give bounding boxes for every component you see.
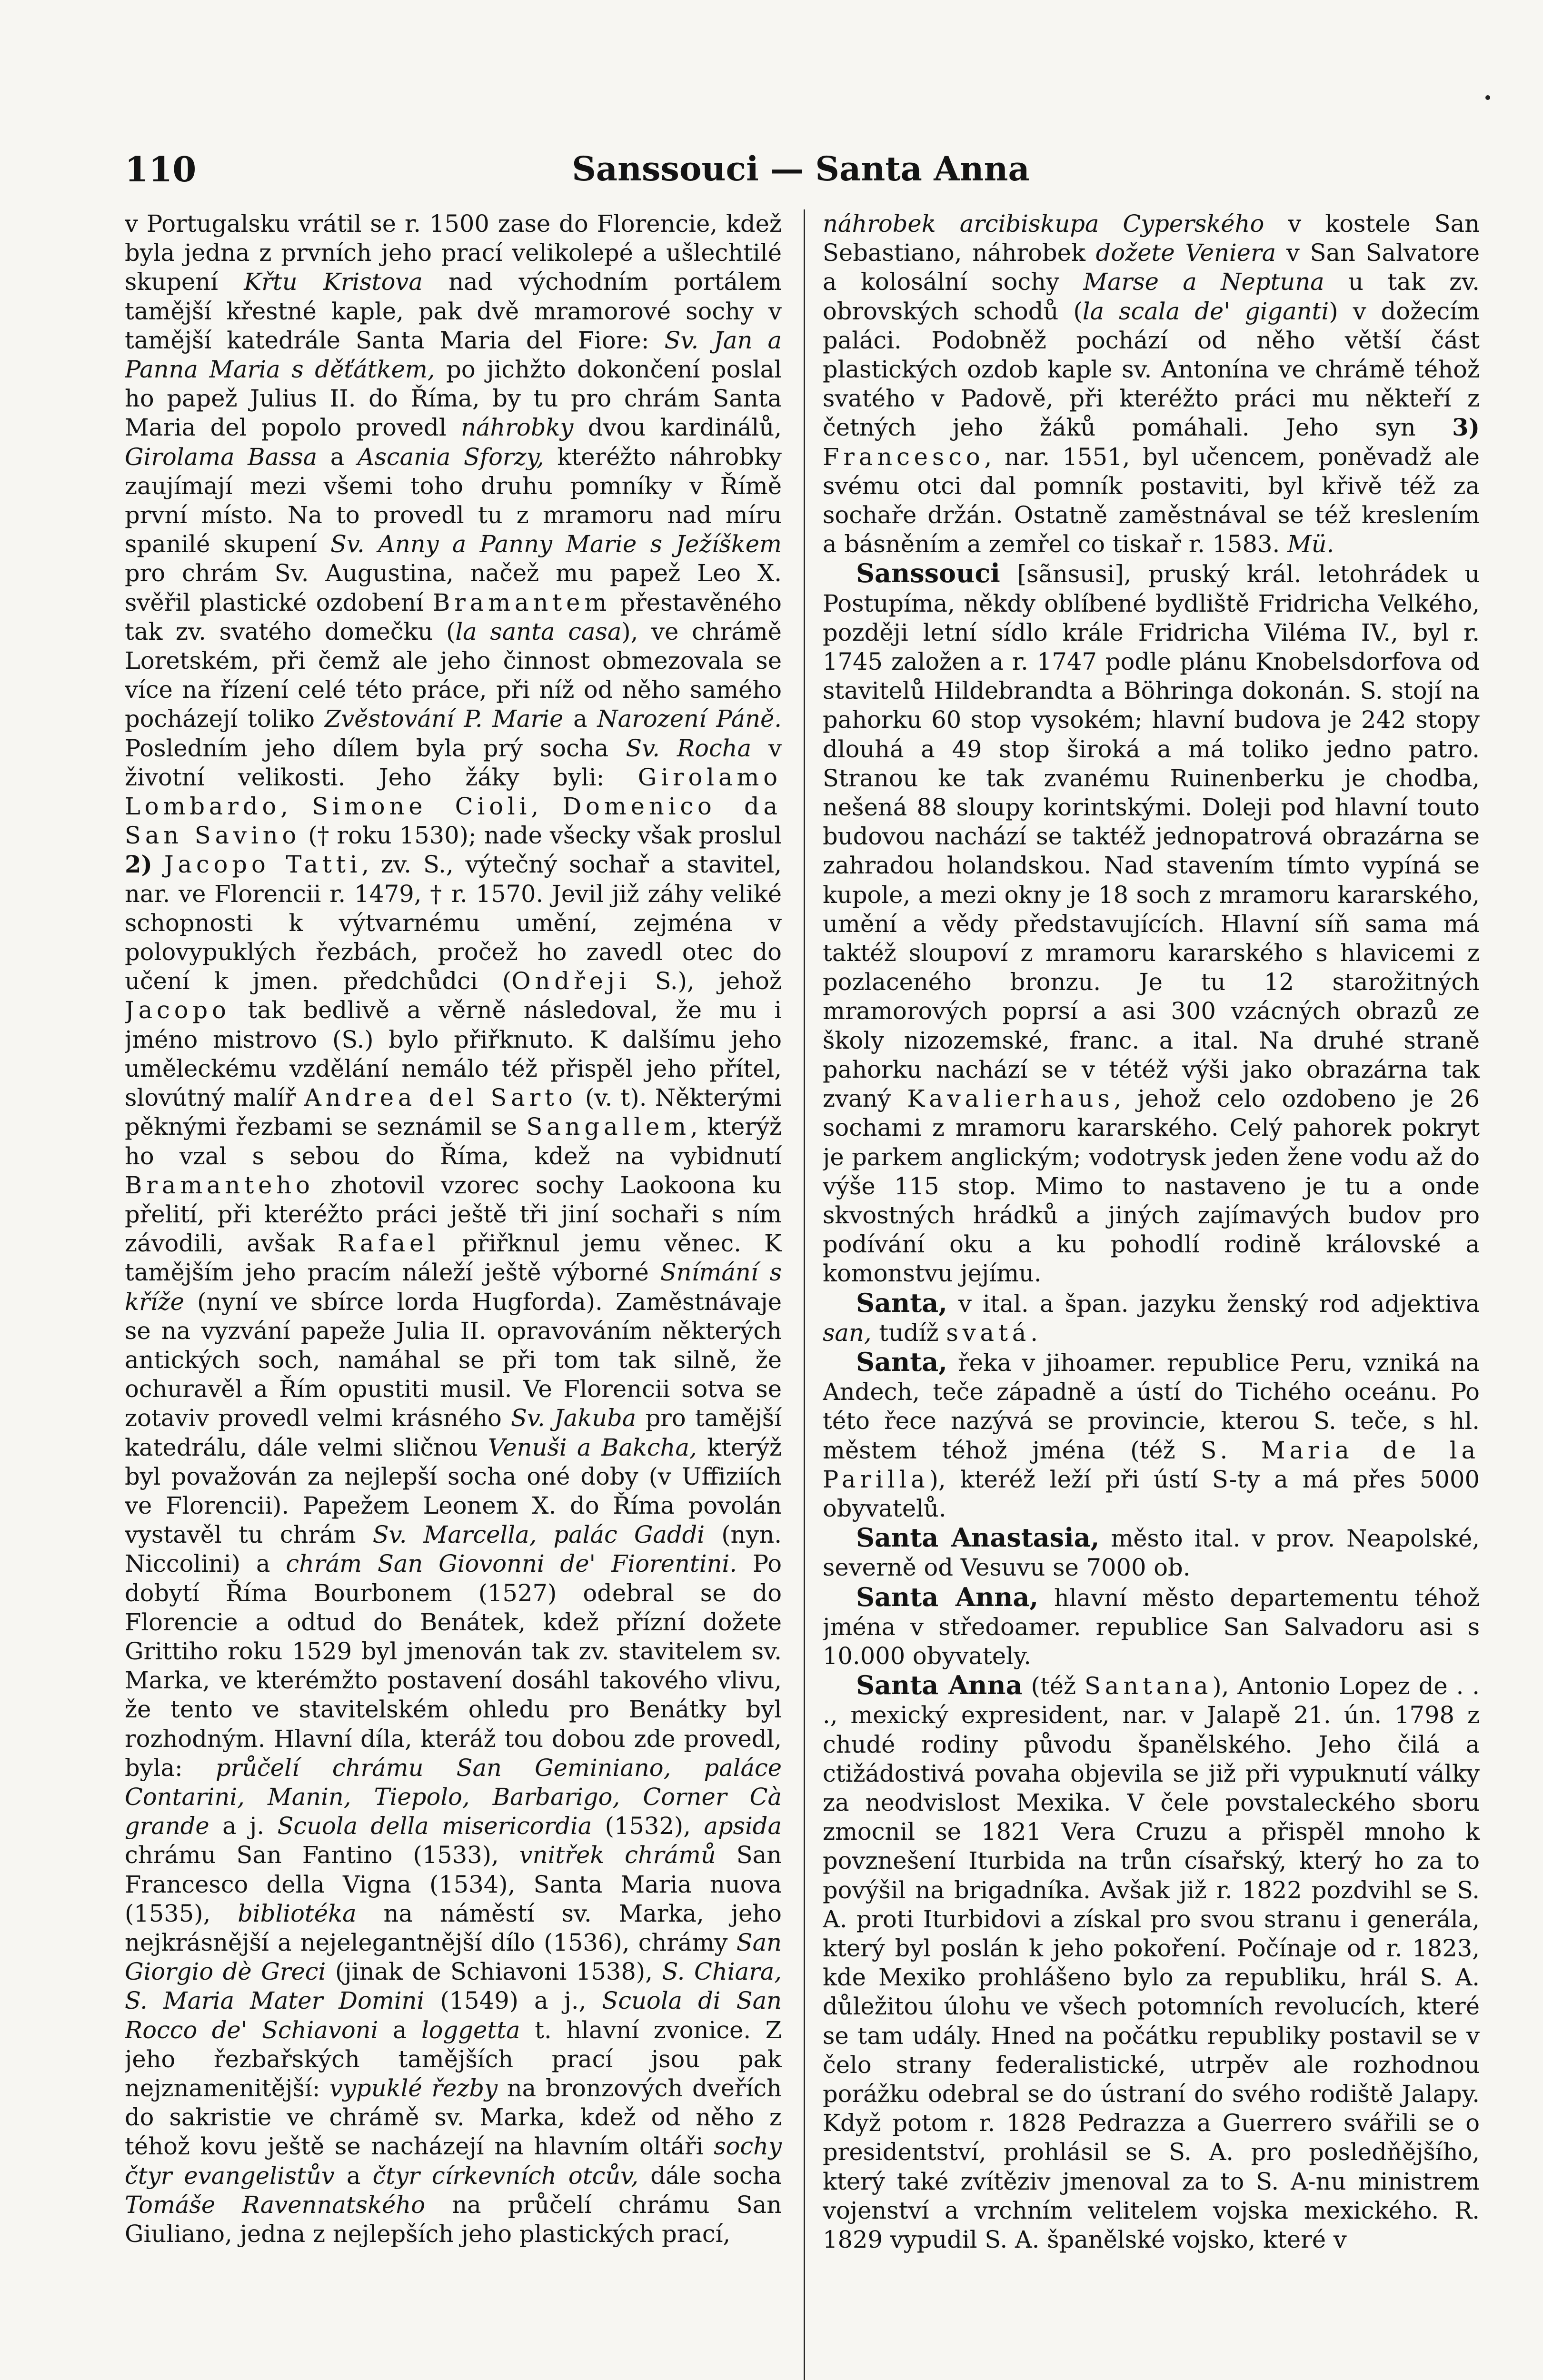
text-run: Narození Páně. bbox=[597, 705, 782, 733]
text-run: ), ve chrámě Loretském, při čemž ale jeho činnost obmezovala se více na řízení celé této práce, při níž od něho samého pocházejí toliko bbox=[125, 617, 782, 733]
text-run: Sv. Marcella, palác Gaddi bbox=[372, 1521, 705, 1549]
text-run: Sv. Jakuba bbox=[510, 1404, 637, 1432]
text-run: , kterýž ho vzal s sebou do Říma, kdež na vybidnutí bbox=[125, 1113, 782, 1170]
text-run: ) v dožecím paláci. Podobněž pochází od něho větší část plastických ozdob kaple sv. Antonína ve chrámě téhož svatého v Padově, při kteréžto práci mu někteří z četných jeho žáků pomáhali. Jeho syn bbox=[823, 297, 1480, 442]
text-run: Domenico da San Savino bbox=[125, 793, 782, 850]
text-run: svatá bbox=[946, 1319, 1031, 1347]
text-run: čtyr církevních otcův, bbox=[372, 2162, 639, 2190]
text-run: Sangallem bbox=[526, 1113, 691, 1141]
text-run: Tomáše Ravennatského bbox=[125, 2191, 426, 2219]
text-run: Scuola della misericordia bbox=[277, 1812, 592, 1840]
paragraph bbox=[823, 1671, 1480, 2254]
text-run: S. Chiara, S. Maria Mater Domini bbox=[125, 1958, 782, 2015]
text-run: († roku 1530); nade všecky však proslul bbox=[300, 822, 782, 850]
text-run: město ital. v prov. Neapolské, severně od Vesuvu se 7000 ob. bbox=[823, 1525, 1480, 1582]
scan-speck bbox=[1485, 95, 1490, 100]
text-run: dožete Veniera bbox=[1095, 239, 1276, 267]
text-run: sochy čtyr evangelistův bbox=[125, 2132, 782, 2190]
text-run: na průčelí chrámu San Giuliano, jedna z nejlepších jeho plastických prací, bbox=[125, 2191, 782, 2248]
text-run: v ital. a špan. jazyku ženský rod adjektiva bbox=[947, 1289, 1480, 1318]
text-run: (nyn. Niccolini) a bbox=[125, 1521, 782, 1578]
text-run: Andrea del Sarto bbox=[304, 1084, 577, 1112]
text-run: Scuola di San Rocco de' Schiavoni bbox=[125, 1987, 782, 2044]
text-run: . bbox=[1030, 1319, 1038, 1347]
text-run: loggetta bbox=[421, 2016, 520, 2044]
text-run: Simone Cioli bbox=[312, 793, 531, 821]
text-run: Jacopo Tatti bbox=[164, 851, 362, 879]
text-run: Křtu Kristova bbox=[244, 268, 423, 296]
text-run: S. Maria de la Parilla bbox=[823, 1436, 1480, 1493]
paragraph bbox=[125, 209, 782, 2249]
text-run: přiřknul jemu věnec. K tamějším jeho pracím náleží ještě výborné bbox=[125, 1230, 782, 1287]
text-run: vnitřek chrámů bbox=[519, 1841, 716, 1869]
text-run: 2) bbox=[125, 851, 152, 879]
text-run: la scala de' giganti bbox=[1082, 297, 1329, 325]
text-run: , zv. S., výtečný sochař a stavitel, nar. ve Florencii r. 1479, † r. 1570. Jevil již záhy veliké schopnosti k výtvarnému umění, zejména v polovypuklých řezbách, pročež ho zavedl otec do učení k jmen. předchůdci ( bbox=[125, 851, 782, 995]
text-run: Ondřeji bbox=[511, 967, 631, 995]
text-run: náhrobek arcibiskupa Cyperského bbox=[823, 210, 1264, 238]
text-run: u tak zv. obrovských schodů ( bbox=[823, 268, 1480, 325]
text-run: na náměstí sv. Marka, jeho nejkrásnější a nejelegantnější dílo (1536), chrámy bbox=[125, 1899, 782, 1956]
text-run: Snímání s kříže bbox=[125, 1259, 782, 1316]
text-run: a j. bbox=[209, 1812, 278, 1840]
text-run: apsida bbox=[704, 1812, 782, 1840]
text-run: Marse a Neptuna bbox=[1083, 268, 1324, 296]
text-run: Ascania Sforzy, bbox=[357, 443, 544, 471]
text-run: (1532), bbox=[592, 1812, 704, 1840]
text-run: a bbox=[334, 2162, 373, 2190]
text-run: Po dobytí Říma Bourbonem (1527) odebral se do Florencie a odtud do Benátek, kdež přízní dožete Grittiho roku 1529 byl jmenován tak zv. stavitelem sv. Marka, ve kterémžto postavení dosáhl takového vlivu, že tento ve stavitelském ohledu pro Benátky byl rozhodným. Hlavní díla, kteráž tou dobou zde provedl, byla: bbox=[125, 1550, 782, 1782]
paragraph bbox=[823, 1289, 1480, 1348]
text-run: Bramantem bbox=[432, 588, 611, 616]
entry-headword: Santa, bbox=[856, 1346, 947, 1377]
text-run: Sv. Jan a Panna Maria s děťátkem, bbox=[125, 326, 782, 384]
text-run: pro tamější katedrálu, dále velmi sličnou bbox=[125, 1404, 782, 1461]
text-run bbox=[152, 851, 164, 878]
text-run: přestavěného tak zv. svatého domečku ( bbox=[125, 588, 782, 645]
text-run: v San Salvatore a kolosální sochy bbox=[823, 239, 1480, 296]
text-run: pro chrám Sv. Augustina, načež mu papež Leo X. svěřil plastické ozdobení bbox=[125, 559, 782, 616]
text-run: (v. t). Některými pěknými řezbami se seznámil se bbox=[125, 1084, 782, 1141]
text-run: san, bbox=[823, 1319, 872, 1347]
entry-headword: Santa Anna, bbox=[856, 1581, 1039, 1612]
text-run: kterýž byl považován za nejlepší socha oné doby (v Uffiziích ve Florencii). Papežem Leonem X. do Říma povolán vystavěl tu chrám bbox=[125, 1433, 782, 1549]
paragraph bbox=[823, 1523, 1480, 1582]
text-run: vypuklé řezby bbox=[329, 2074, 498, 2102]
text-run: Jacopo bbox=[125, 996, 230, 1024]
text-run: na bronzových dveřích do sakristie ve chrámě sv. Marka, kdež od něho z téhož kovu ještě se nacházejí na hlavním oltáři bbox=[125, 2074, 782, 2161]
text-run: v životní velikosti. Jeho žáky byli: bbox=[125, 734, 782, 791]
text-run: Bramanteho bbox=[125, 1171, 314, 1199]
text-run: a bbox=[563, 705, 597, 733]
text-run: dvou kardinálů, bbox=[573, 414, 782, 442]
text-run: [sãnsusi], pruský král. letohrádek u Postupíma, někdy oblíbené bydliště Fridricha Velkého, později letní sídlo krále Fridricha Viléma IV., byl r. 1745 založen a r. 1747 podle plánu Knobelsdorfova od stavitelů Hildebrandta a Böhringa dokonán. S. stojí na pahorku 60 stop vysokém; hlavní budova je 242 stopy dlouhá a 49 stop široká a má toliko jedno patro. Stranou ke tak zvanému Ruinenberku je chodba, nešená 88 sloupy korintskými. Doleji pod hlavní touto budovou nachází se taktéž jednopatrová obrazárna se zahradou holandskou. Nad stavením tímto vypíná se kupole, a mezi okny je 18 soch z mramoru kararského, umění a vědy představujících. Hlavní síň sama má taktéž sloupoví z mramoru kararského s hlavicemi z pozlaceného bronzu. Je tu 12 starožitných mramorových poprsí a asi 300 vzácných obrazů ze školy nizozemské, franc. a ital. Na druhé straně pahorku nachází se v tétéž výši jako obrazárna tak zvaný bbox=[823, 560, 1480, 1113]
text-run: v kostele San Sebastiano, náhrobek bbox=[823, 210, 1480, 267]
left-column bbox=[125, 209, 782, 2380]
text-run: tak bedlivě a věrně následoval, že mu i jméno mistrovo (S.) bylo přiřknuto. K dalšímu jeho uměleckému vzdělání nemálo též přispěl jeho přítel, slovútný malíř bbox=[125, 996, 782, 1112]
text-run: zhotovil vzorec sochy Laokoona ku přelití, při kteréžto práci ještě tři jiní sochaři s ním závodili, avšak bbox=[125, 1171, 782, 1258]
text-run: San Francesco della Vigna (1534), Santa Maria nuova (1535), bbox=[125, 1841, 782, 1927]
entry-headword: Santa Anna bbox=[856, 1670, 1023, 1701]
text-run: Mü. bbox=[1287, 530, 1334, 558]
text-run: dále socha bbox=[638, 2162, 782, 2190]
text-run: Posledním jeho dílem byla prý socha bbox=[125, 734, 626, 762]
text-run: (1549) a j., bbox=[424, 1987, 602, 2015]
paragraph bbox=[823, 209, 1480, 559]
paragraph bbox=[823, 1583, 1480, 1671]
page-number: 110 bbox=[125, 149, 197, 189]
column-divider bbox=[804, 209, 805, 2380]
text-run: Girolamo Lombardo bbox=[125, 763, 782, 821]
text-run: , bbox=[280, 793, 312, 821]
right-column bbox=[823, 209, 1480, 2380]
text-run: Girolama Bassa bbox=[125, 443, 318, 471]
text-run: , jehož celo ozdobeno je 26 sochami z mramoru kararského. Celý pahorek pokryt je parkem anglickým; vodotrysk jeden žene vodu až do výše 115 stop. Mimo to nastaveno je tu a onde skvostných hrádků a jiných zajímavých budov pro podívání oku a ku pohodlí rodině královské a komonstvu jejímu. bbox=[823, 1085, 1480, 1288]
text-run: chrámu San Fantino (1533), bbox=[125, 1841, 519, 1869]
text-run: , nar. 1551, byl učencem, poněvadž ale svému otci dal pomník postaviti, byl křivě též za sochaře držán. Ostatně zaměstnával se též kreslením a básněním a zemřel co tiskař r. 1583. bbox=[823, 443, 1480, 558]
entry-headword: Santa Anastasia, bbox=[856, 1522, 1100, 1553]
text-run: v Portugalsku vrátil se r. 1500 zase do Florencie, kdež byla jedna z prvních jeho prací velikolepé a ušlechtilé skupení bbox=[125, 210, 782, 296]
text-run: a bbox=[317, 443, 358, 471]
text-run: náhrobky bbox=[461, 414, 574, 442]
text-run: la santa casa bbox=[455, 617, 622, 645]
page-header bbox=[125, 140, 1477, 193]
running-title: Sanssouci — Santa Anna bbox=[572, 149, 1030, 188]
text-run: ), Antonio Lopez de . . ., mexický expresident, nar. v Jalapě 21. ún. 1798 z chudé rodiny původu španělského. Jeho čilá a ctižádostivá povaha objevila se již při vypuknutí války za neodvislost Mexika. V čele povstaleckého sboru zmocnil se 1821 Vera Cruzu a přispěl mnoho k povznešení Iturbida na trůn císařský, který ho za to povýšil na brigadníka. Avšak již r. 1822 pozdvihl se S. A. proti Iturbidovi a získal pro svou stranu i generála, který byl poslán k jeho pokoření. Počínaje od r. 1823, kde Mexiko prohlášeno bylo za republiku, hrál S. A. důležitou úlohu ve všech potomních revolucích, které se tam udály. Hned na počátku republiky postavil se v čelo strany federalistické, utrpěv ale rozhodnou porážku odebral se do ústraní do svého rodiště Jalapy. Když potom r. 1828 Pedrazza a Guerrero svářili se o presidentství, prohlásil se S. A. pro posledňějšího, který také zvítěziv jmenoval za to S. A-nu ministrem vojenství a vrchním velitelem vojska mexického. R. 1829 vypudil S. A. španělské vojsko, které v bbox=[823, 1672, 1480, 2254]
paragraph bbox=[823, 559, 1480, 1288]
entry-headword: Sanssouci bbox=[856, 558, 1000, 589]
text-run: , bbox=[531, 793, 563, 821]
entry-headword: Santa, bbox=[856, 1287, 947, 1318]
text-run: 3) bbox=[1452, 414, 1480, 442]
text-run: chrám San Giovonni de' Fiorentini. bbox=[286, 1550, 737, 1578]
text-run: Francesco bbox=[823, 443, 985, 471]
text-run: Venuši a Bakcha, bbox=[488, 1433, 697, 1461]
text-run: Sv. Rocha bbox=[626, 734, 752, 762]
text-run: bibliotéka bbox=[238, 1899, 357, 1927]
text-run: Kavalierhaus bbox=[907, 1085, 1114, 1113]
text-run: kteréžto náhrobky zaujímají mezi všemi toho druhu pomníky v Římě první místo. Na to provedl tu z mramoru nad míru spanilé skupení bbox=[125, 443, 782, 558]
text-run: průčelí chrámu San Geminiano, palácе Contarini, Manin, Tiepolo, Barbarigo, Corner Cà grande bbox=[125, 1754, 782, 1840]
paragraph bbox=[823, 1348, 1480, 1523]
text-run: (též bbox=[1022, 1672, 1085, 1700]
text-run: S.), jehož bbox=[630, 967, 782, 995]
text-run: tudíž bbox=[871, 1319, 946, 1347]
text-run: t. hlavní zvonice. Z jeho řezbařských tamějších prací jsou pak nejznamenitější: bbox=[125, 2016, 782, 2102]
text-run: Sv. Anny a Panny Marie s Ježíškem bbox=[330, 530, 782, 558]
text-run: ), kteréž leží při ústí S-ty a má přes 5000 obyvatelů. bbox=[823, 1465, 1480, 1522]
text-run: San Giorgio dè Greci bbox=[125, 1928, 782, 1986]
text-run: Zvěstování P. Marie bbox=[324, 705, 564, 733]
text-run: (jinak de Schiavoni 1538), bbox=[326, 1958, 662, 1986]
text-run: nad východním portálem tamější křestné kaple, pak dvě mramorové sochy v tamější katedrále Santa Maria del Fiore: bbox=[125, 268, 782, 354]
text-run: po jichžto dokončení poslal ho papež Julius II. do Říma, by tu pro chrám Santa Maria del popolo provedl bbox=[125, 356, 782, 442]
text-run: řeka v jihoamer. republice Peru, vzniká na Andech, teče západně a ústí do Tichého oceánu. Po této řece nazývá se provincie, kterou S. teče, s hl. městem téhož jména (též bbox=[823, 1349, 1480, 1464]
text-run: Rafael bbox=[337, 1230, 440, 1258]
text-run: Santana bbox=[1084, 1672, 1213, 1700]
text-run: hlavní město departementu téhož jména v středoamer. republice San Salvadoru asi s 10.000 obyvately. bbox=[823, 1584, 1480, 1670]
text-run: a bbox=[378, 2016, 421, 2044]
text-run: (nyní ve sbírce lorda Hugforda). Zaměstnávaje se na vyzvání papeže Julia II. opravováním některých antických soch, namáhal se při tom tak silně, že ochuravěl a Řím opustiti musil. Ve Florencii sotva se zotaviv provedl velmi krásného bbox=[125, 1288, 782, 1432]
